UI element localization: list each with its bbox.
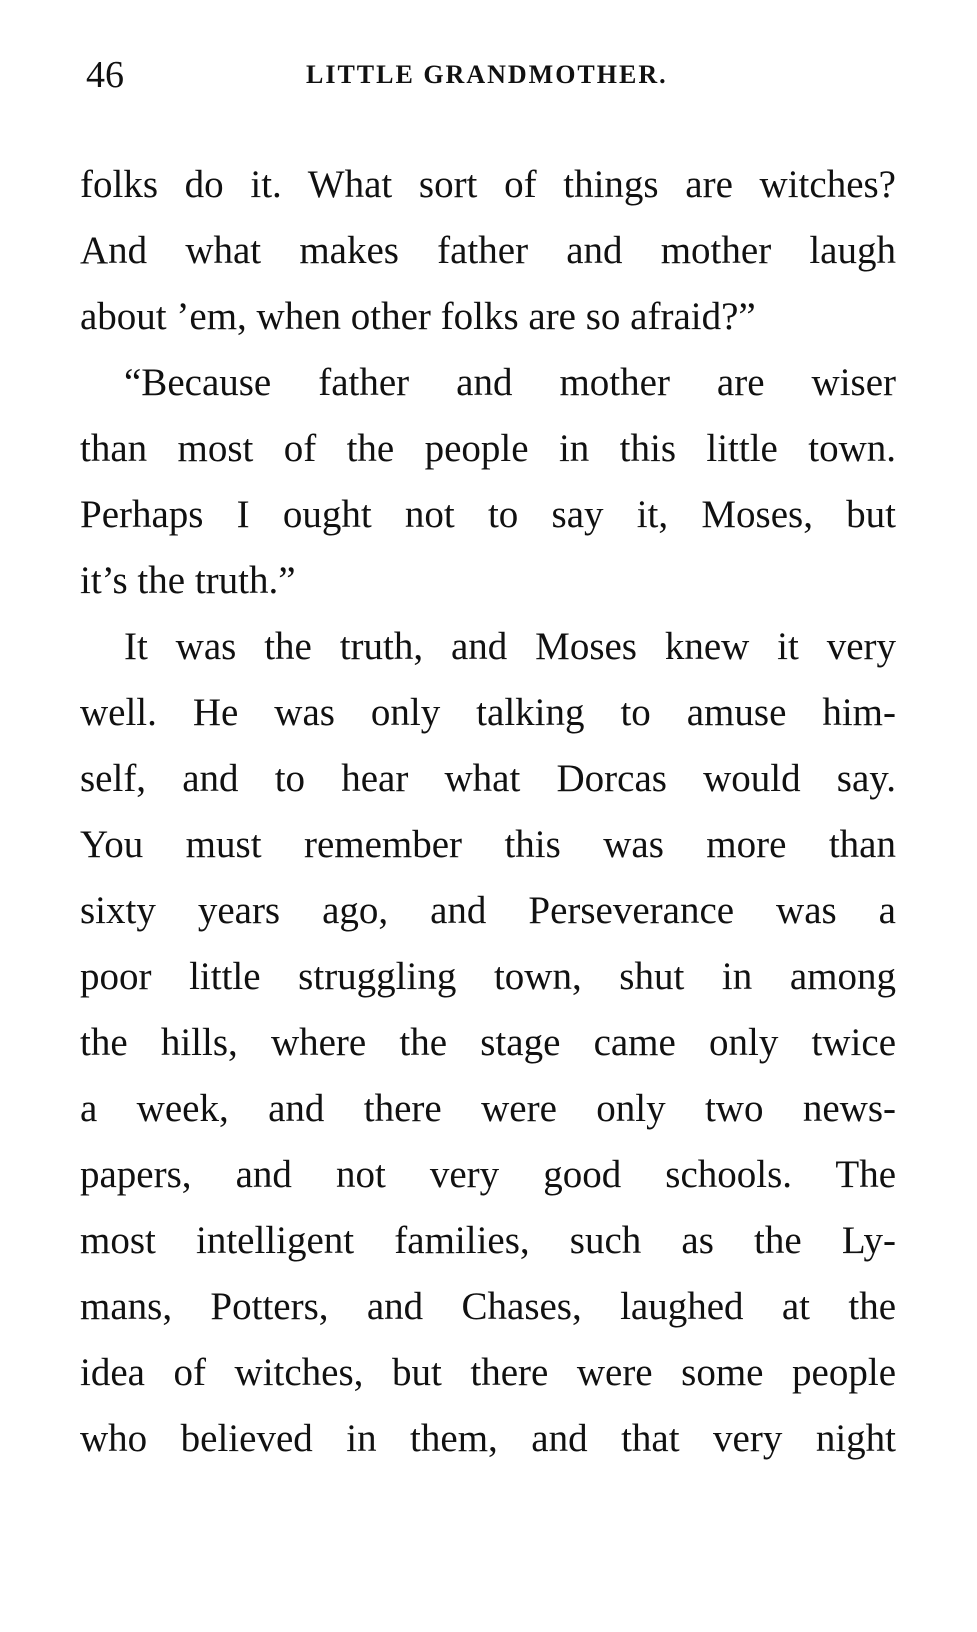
text-line: And what makes father and mother laugh xyxy=(80,229,896,272)
text-line: well. He was only talking to amuse him- xyxy=(80,691,896,734)
text-line: self, and to hear what Dorcas would say. xyxy=(80,757,896,800)
text-line: who believed in them, and that very night xyxy=(80,1417,896,1460)
page-number: 46 xyxy=(86,54,124,96)
text-line: the hills, where the stage came only twice xyxy=(80,1021,896,1064)
text-line: poor little struggling town, shut in among xyxy=(80,955,896,998)
text-line: Perhaps I ought not to say it, Moses, but xyxy=(80,493,896,536)
running-title: LITTLE GRANDMOTHER. xyxy=(306,60,668,89)
text-line: than most of the people in this little town. xyxy=(80,427,896,470)
text-line: it’s the truth.” xyxy=(80,559,296,602)
text-line: You must remember this was more than xyxy=(80,823,896,866)
text-line: a week, and there were only two news- xyxy=(80,1087,896,1130)
text-line: about ’em, when other folks are so afraid?” xyxy=(80,295,756,338)
text-line: idea of witches, but there were some people xyxy=(80,1351,896,1394)
text-line: mans, Potters, and Chases, laughed at the xyxy=(80,1285,896,1328)
text-line: papers, and not very good schools. The xyxy=(80,1153,896,1196)
text-line: “Because father and mother are wiser xyxy=(124,361,896,404)
text-line: most intelligent families, such as the Ly- xyxy=(80,1219,896,1262)
text-line: folks do it. What sort of things are witches? xyxy=(80,163,896,206)
running-head xyxy=(86,50,906,100)
text-line: It was the truth, and Moses knew it very xyxy=(124,625,896,668)
body-text xyxy=(80,152,896,1472)
text-line: sixty years ago, and Perseverance was a xyxy=(80,889,896,932)
